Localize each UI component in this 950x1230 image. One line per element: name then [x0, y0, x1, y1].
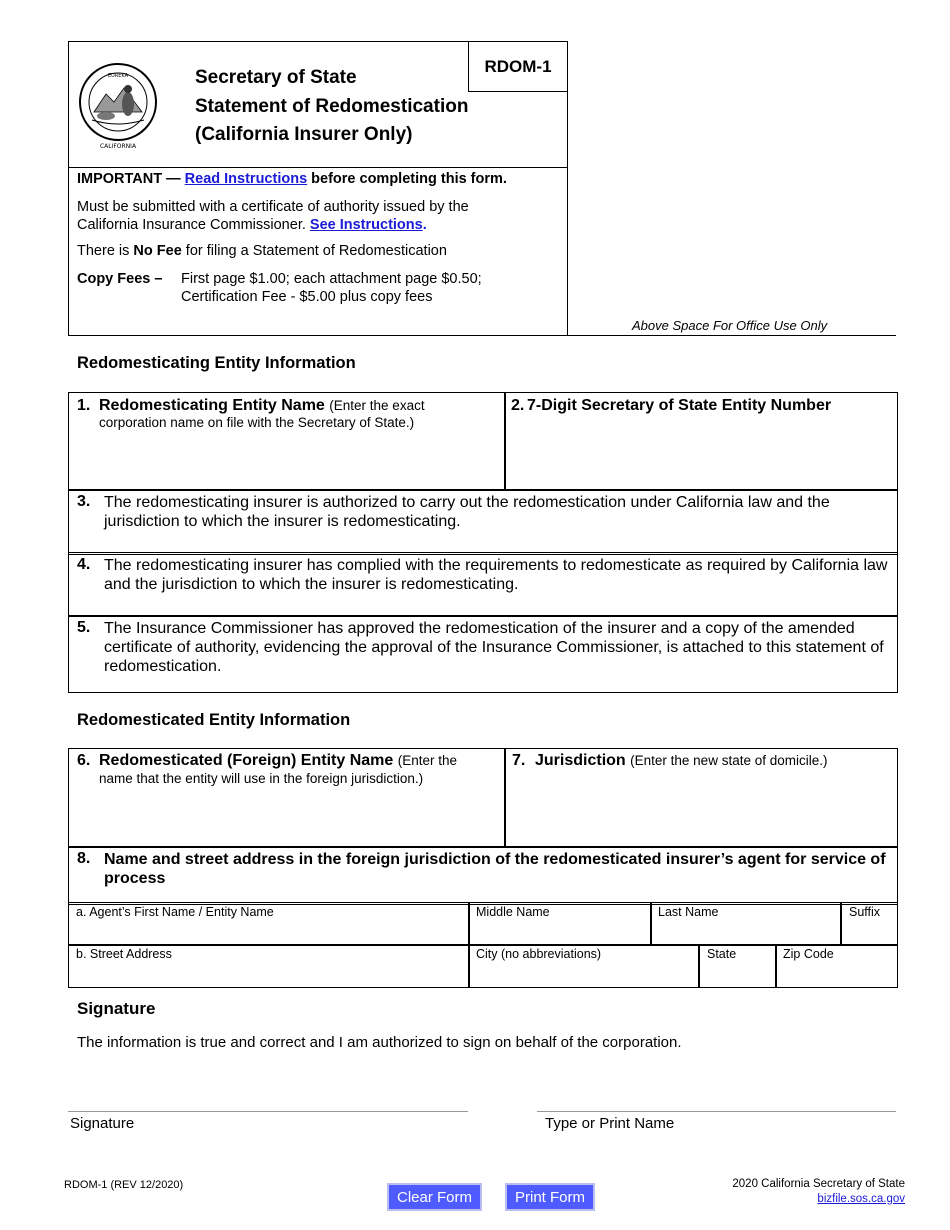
fee-bold: No Fee — [133, 243, 182, 259]
item-8-label: Name and street address in the foreign jurisdiction of the redomesticated insurer’s agent for service of process — [104, 851, 886, 887]
important-prefix: IMPORTANT — — [77, 171, 181, 187]
copyright-text: 2020 California Secretary of State — [732, 1178, 905, 1190]
item-1-label-row — [99, 397, 425, 415]
copy-fees-line-2: Certification Fee - $5.00 plus copy fees — [181, 289, 433, 305]
agent-suffix-label: Suffix — [849, 905, 881, 919]
item-5-text: The Insurance Commissioner has approved the redomestication of the insurer and a copy of the amended certificate of authority, evidencing the approval of the Insurance Commissioner, is attached to this statement of redomestication. — [104, 620, 884, 675]
authority-text: Must be submitted with a certificate of authority issued by the California Insurance Commissioner. — [77, 199, 469, 233]
fee-notice — [77, 243, 447, 259]
print-name-line[interactable] — [537, 1111, 896, 1112]
item-1-num: 1. — [77, 397, 91, 414]
fee-suffix: for filing a Statement of Redomestication — [185, 243, 447, 259]
title-line-2: Statement of Redomestication — [195, 96, 469, 117]
item-3-num: 3. — [77, 493, 91, 510]
section-heading-redomesticated: Redomesticated Entity Information — [77, 711, 351, 729]
agent-middle-label: Middle Name — [476, 905, 550, 919]
item-7-label-row — [535, 752, 827, 770]
street-address-label: b. Street Address — [76, 947, 172, 961]
agent-last-label: Last Name — [658, 905, 719, 919]
item-4-num: 4. — [77, 556, 91, 573]
svg-text:CALIFORNIA: CALIFORNIA — [99, 143, 137, 150]
item-7-num: 7. — [512, 752, 526, 769]
signature-heading: Signature — [77, 999, 156, 1018]
header-divider — [68, 167, 568, 168]
authority-notice: Must be submitted with a certificate of authority issued by the California Insurance Commissioner. See Instructions. — [77, 199, 469, 233]
item-3-text: The redomesticating insurer is authorized to carry out the redomestication under California law and the jurisdiction to which the insurer is redomesticating. — [104, 494, 830, 530]
item-6-hint-2: name that the entity will use in the foreign jurisdiction.) — [99, 771, 424, 786]
copy-fees-line-1: First page $1.00; each attachment page $0.50; — [181, 271, 482, 287]
signature-label: Signature — [70, 1115, 135, 1132]
item-5-num: 5. — [77, 619, 91, 636]
fee-prefix: There is — [77, 243, 130, 259]
item-6-label: Redomesticated (Foreign) Entity Name — [99, 752, 394, 769]
item-7-hint: (Enter the new state of domicile.) — [630, 753, 828, 768]
office-use-line — [568, 335, 896, 336]
clear-form-button[interactable]: Clear Form — [387, 1183, 482, 1211]
item-6-label-row — [99, 752, 457, 770]
read-instructions-link[interactable]: Read Instructions — [184, 171, 308, 187]
print-form-button[interactable]: Print Form — [505, 1183, 595, 1211]
copy-fees-label: Copy Fees – — [77, 271, 163, 287]
item-7-label: Jurisdiction — [535, 752, 626, 769]
print-name-label: Type or Print Name — [545, 1115, 675, 1132]
important-notice — [77, 171, 507, 187]
see-instructions-link[interactable]: See Instructions — [309, 217, 423, 233]
zip-code-label: Zip Code — [783, 947, 834, 961]
form-revision: RDOM-1 (REV 12/2020) — [64, 1179, 184, 1191]
city-label: City (no abbreviations) — [476, 947, 602, 961]
item-6-num: 6. — [77, 752, 91, 769]
item-8-num: 8. — [77, 850, 91, 867]
signature-statement: The information is true and correct and I am authorized to sign on behalf of the corporation. — [77, 1034, 682, 1051]
title-line-1: Secretary of State — [195, 67, 357, 88]
item-1-hint-2: corporation name on file with the Secretary of State.) — [99, 415, 415, 430]
important-suffix: before completing this form. — [311, 171, 507, 187]
item-2-num: 2. — [511, 397, 525, 414]
svg-text:EUREKA: EUREKA — [107, 73, 129, 79]
item-2-label: 7-Digit Secretary of State Entity Number — [527, 397, 832, 414]
agent-first-label: a. Agent’s First Name / Entity Name — [76, 905, 274, 919]
california-seal-icon — [78, 54, 158, 154]
form-code: RDOM-1 — [484, 57, 552, 76]
title-line-3: (California Insurer Only) — [195, 124, 413, 145]
item-6-hint: (Enter the — [397, 753, 458, 768]
website-link[interactable]: bizfile.sos.ca.gov — [817, 1193, 905, 1205]
signature-line[interactable] — [68, 1111, 468, 1112]
office-use-label: Above Space For Office Use Only — [632, 318, 828, 333]
item-1-hint: (Enter the exact — [329, 398, 425, 413]
section-heading-redomesticating: Redomesticating Entity Information — [77, 354, 356, 372]
item-4-text: The redomesticating insurer has complied with the requirements to redomesticate as required by California law and the jurisdiction to which the insurer is redomesticating. — [104, 557, 888, 593]
state-label: State — [707, 947, 737, 961]
item-1-label: Redomesticating Entity Name — [99, 397, 325, 414]
